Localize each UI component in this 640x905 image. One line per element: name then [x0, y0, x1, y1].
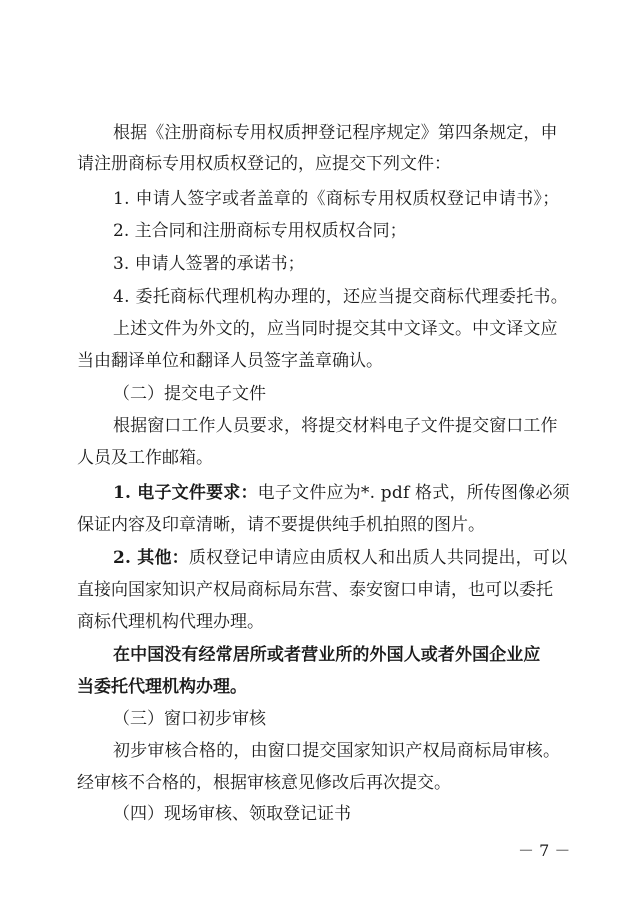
para-file-requirement-line-1	[113, 482, 570, 504]
para-file-requirement-line-2: 保证内容及印章清晰，请不要提供纯手机拍照的图片。	[77, 515, 485, 535]
para-foreign-line-2: 当委托代理机构办理。	[77, 677, 247, 697]
para-foreign-line-1: 在中国没有经常居所或者营业所的外国人或者外国企业应	[113, 645, 541, 665]
section-heading-3: （三）窗口初步审核	[113, 709, 266, 729]
file-requirement-text: 电子文件应为*. pdf 格式，所传图像必须	[257, 483, 570, 503]
para-regulation-line-2: 请注册商标专用权质权登记的，应提交下列文件：	[77, 154, 451, 174]
other-label: 2. 其他：	[113, 548, 189, 568]
para-other-line-3: 商标代理机构代理办理。	[77, 612, 264, 632]
para-translation-line-1: 上述文件为外文的，应当同时提交其中文译文。中文译文应	[113, 319, 558, 339]
list-item-3: 3. 申请人签署的承诺书；	[113, 254, 305, 274]
para-electronic-line-1: 根据窗口工作人员要求，将提交材料电子文件提交窗口工作	[113, 416, 558, 436]
file-requirement-label: 1. 电子文件要求：	[113, 483, 258, 503]
para-electronic-line-2: 人员及工作邮箱。	[77, 448, 213, 468]
para-other-line-2: 直接向国家知识产权局商标局东营、泰安窗口申请，也可以委托	[77, 580, 553, 600]
para-translation-line-2: 当由翻译单位和翻译人员签字盖章确认。	[77, 351, 383, 371]
para-other-line-1	[113, 547, 567, 569]
para-review-line-1: 初步审核合格的，由窗口提交国家知识产权局商标局审核。	[113, 741, 561, 761]
other-text: 质权登记申请应由质权人和出质人共同提出，可以	[188, 548, 568, 568]
list-item-1: 1. 申请人签字或者盖章的《商标专用权质权登记申请书》；	[113, 189, 560, 209]
para-review-line-2: 经审核不合格的，根据审核意见修改后再次提交。	[77, 773, 451, 793]
section-heading-4: （四）现场审核、领取登记证书	[113, 804, 351, 824]
list-item-4: 4. 委托商标代理机构办理的，还应当提交商标代理委托书。	[113, 287, 569, 307]
section-heading-2: （二）提交电子文件	[113, 384, 266, 404]
para-regulation-line-1: 根据《注册商标专用权质押登记程序规定》第四条规定，申	[113, 123, 558, 143]
list-item-2: 2. 主合同和注册商标专用权质权合同；	[113, 221, 407, 241]
page-number: － 7 －	[518, 841, 571, 860]
